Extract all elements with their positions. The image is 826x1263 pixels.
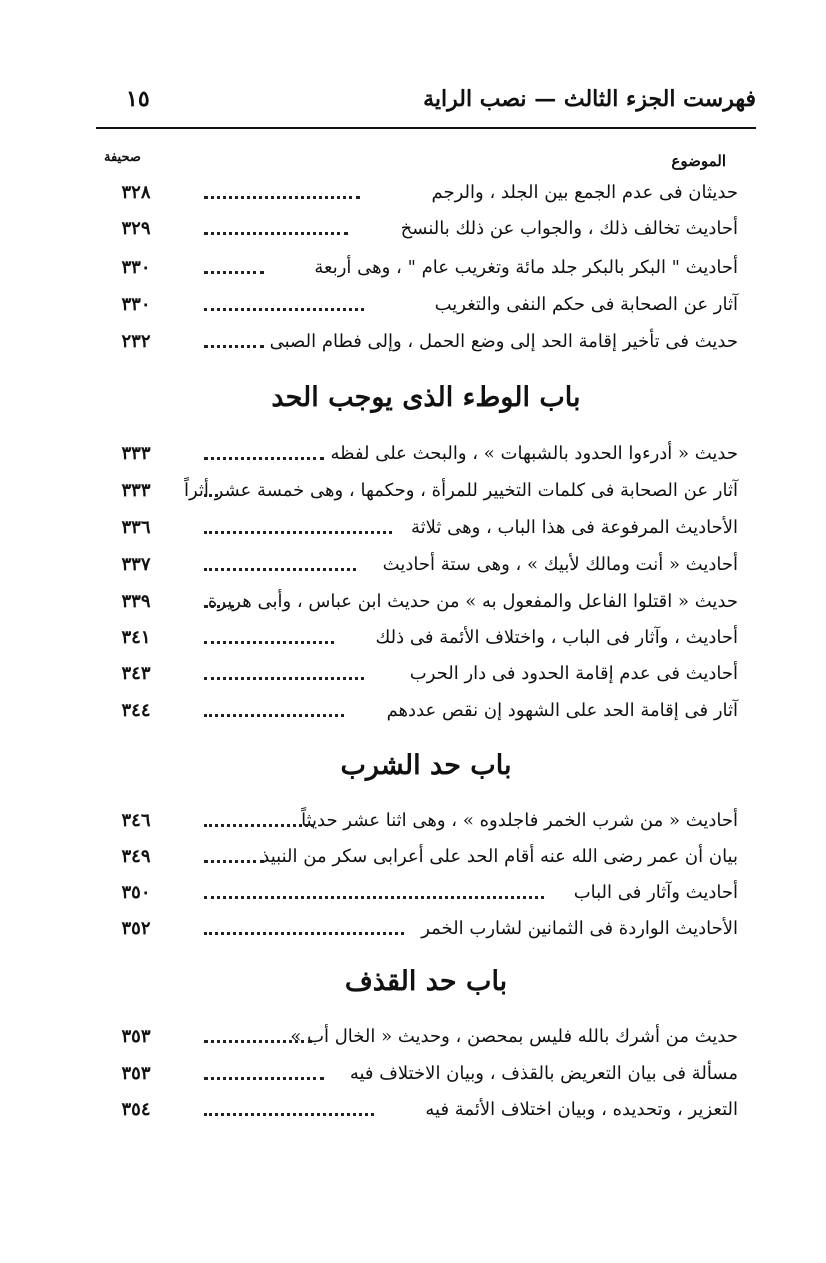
page-column-heading: صحيفة [104, 150, 141, 165]
entry-page: ٣٣٠ [121, 257, 151, 278]
index-entry [96, 476, 756, 512]
entry-text: مسألة فى بيان التعريض بالقذف ، وبيان الاختلاف فيه [349, 1063, 738, 1084]
entry-page: ٣٥٣ [121, 1063, 151, 1084]
index-entry [96, 587, 756, 623]
entry-page: ٣٢٨ [121, 182, 151, 203]
dot-leader [204, 232, 348, 235]
running-title: فهرست الجزء الثالث — نصب الراية [423, 86, 756, 112]
entry-page: ٣٥٠ [121, 882, 151, 903]
section-title: باب حد الشرب [340, 750, 512, 781]
index-entry [96, 659, 756, 695]
entry-page: ٣٤٣ [121, 663, 151, 684]
index-entry [96, 1095, 756, 1131]
index-entry [96, 1022, 756, 1058]
dot-leader [204, 1113, 374, 1116]
index-entry [96, 914, 756, 950]
entry-text: أحاديث « أنت ومالك لأبيك » ، وهى ستة أحاديث [382, 554, 738, 575]
entry-page: ٣٣٣ [121, 443, 151, 464]
entry-page: ٣٣٧ [121, 554, 151, 575]
entry-page: ٣٣٩ [121, 591, 151, 612]
index-entry [96, 623, 756, 659]
entry-text: أحاديث فى عدم إقامة الحدود فى دار الحرب [409, 663, 738, 684]
entry-page: ٣٥٢ [121, 918, 151, 939]
header-rule [96, 127, 756, 129]
index-entry [96, 878, 756, 914]
entry-text: آثار عن الصحابة فى كلمات التخيير للمرأة ، وحكمها ، وهى خمسة عشر أثراً [183, 480, 738, 501]
entry-text: حديث « اقتلوا الفاعل والمفعول به » من حديث ابن عباس ، وأبى هريرة [207, 591, 738, 612]
dot-leader [204, 345, 264, 348]
entry-text: آثار عن الصحابة فى حكم النفى والتغريب [434, 294, 738, 315]
entry-text: بيان أن عمر رضى الله عنه أقام الحد على أعرابى سكر من النبيذ [261, 846, 738, 867]
dot-leader [204, 896, 544, 899]
entry-page: ٣٤٩ [121, 846, 151, 867]
entry-page: ٣٣٦ [121, 517, 151, 538]
running-header [96, 86, 756, 126]
index-entry [96, 214, 756, 250]
index-entry [96, 178, 756, 214]
page-number: ١٥ [126, 86, 150, 112]
entry-text: الأحاديث الواردة فى الثمانين لشارب الخمر [421, 918, 738, 939]
entry-text: أحاديث ، وآثار فى الباب ، واختلاف الأئمة فى ذلك [375, 627, 738, 648]
entry-page: ٣٣٠ [121, 294, 151, 315]
dot-leader [204, 1077, 324, 1080]
entry-text: أحاديث « من شرب الخمر فاجلدوه » ، وهى اثنا عشر حديثاً [301, 810, 738, 831]
entry-page: ٣٢٩ [121, 218, 151, 239]
entry-text: التعزير ، وتحديده ، وبيان اختلاف الأئمة فيه [425, 1099, 738, 1120]
dot-leader [204, 677, 364, 680]
index-entry [96, 290, 756, 326]
entry-page: ٣٤١ [121, 627, 151, 648]
entry-text: حديث من أشرك بالله فليس بمحصن ، وحديث « الخال أب » [290, 1026, 738, 1047]
entry-page: ٣٤٦ [121, 810, 151, 831]
index-entry [96, 842, 756, 878]
index-entry [96, 439, 756, 475]
dot-leader [204, 457, 324, 460]
entry-page: ٣٣٣ [121, 480, 151, 501]
dot-leader [204, 605, 234, 608]
dot-leader [204, 824, 314, 827]
topic-column-heading: الموضوع [671, 152, 726, 170]
section-title: باب حد القذف [344, 966, 508, 997]
index-entry [96, 513, 756, 549]
entry-page: ٣٤٤ [121, 700, 151, 721]
dot-leader [204, 494, 218, 497]
section-title: باب الوطء الذى يوجب الحد [271, 382, 581, 413]
entry-page: ٣٥٤ [121, 1099, 151, 1120]
index-entry [96, 253, 756, 289]
index-entry [96, 327, 756, 363]
dot-leader [204, 531, 392, 534]
entry-page: ٣٥٣ [121, 1026, 151, 1047]
dot-leader [204, 641, 334, 644]
index-entry [96, 806, 756, 842]
column-headings [96, 148, 756, 174]
entry-page: ٢٣٢ [121, 331, 151, 352]
entry-text: آثار فى إقامة الحد على الشهود إن نقص عددهم [386, 700, 738, 721]
entry-text: حديث « أدرءوا الحدود بالشبهات » ، والبحث على لفظه [330, 443, 738, 464]
entry-text: الأحاديث المرفوعة فى هذا الباب ، وهى ثلاثة [410, 517, 738, 538]
dot-leader [204, 860, 264, 863]
index-entry [96, 1059, 756, 1095]
dot-leader [204, 1040, 312, 1043]
entry-text: أحاديث وآثار فى الباب [573, 882, 738, 903]
entry-text: أحاديث تخالف ذلك ، والجواب عن ذلك بالنسخ [400, 218, 738, 239]
dot-leader [204, 932, 404, 935]
dot-leader [204, 714, 344, 717]
entry-text: حديثان فى عدم الجمع بين الجلد ، والرجم [431, 182, 738, 203]
dot-leader [204, 568, 356, 571]
index-entry [96, 696, 756, 732]
entry-text: حديث فى تأخير إقامة الحد إلى وضع الحمل ، وإلى فطام الصبى [269, 331, 738, 352]
entry-text: أحاديث " البكر بالبكر جلد مائة وتغريب عام " ، وهى أربعة [314, 257, 738, 278]
dot-leader [204, 196, 360, 199]
dot-leader [204, 308, 364, 311]
index-entry [96, 550, 756, 586]
dot-leader [204, 271, 264, 274]
